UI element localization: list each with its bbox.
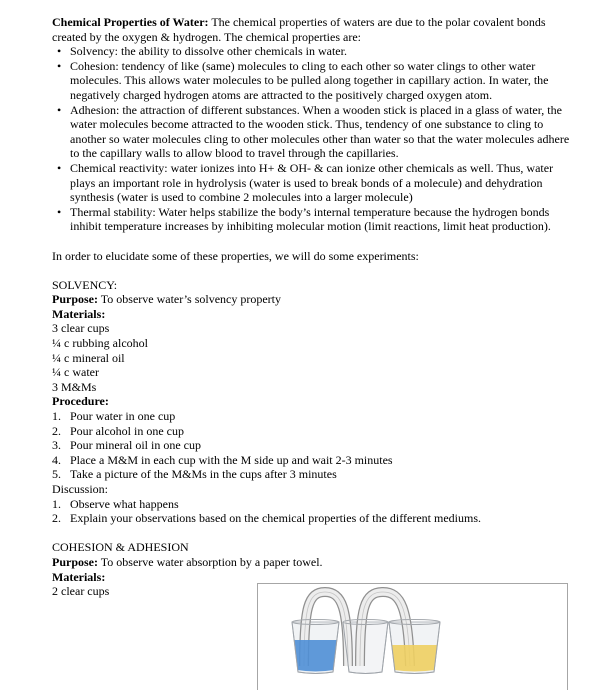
material-item: 2 clear cups	[52, 584, 110, 599]
intro-text: The chemical properties of waters are due to the polar covalent bonds created by the oxygen & hydrogen. The chemical properties are:	[52, 15, 546, 44]
material-item: 3 clear cups	[52, 321, 110, 336]
purpose-label: Purpose:	[52, 292, 98, 307]
purpose-label: Purpose:	[52, 554, 98, 569]
materials-label: Materials:	[52, 569, 106, 584]
discussion-item	[52, 511, 575, 526]
material-item: 3 M&Ms	[52, 379, 97, 394]
cohesion-adhesion-title: COHESION & ADHESION	[52, 540, 189, 555]
property-thermal-stability: • Thermal stability: Water helps stabilize the body’s internal temperature because the hydrogen bonds inhibit temperature increases by inhibiting molecular motion (limit reactions, limit heat production).	[52, 205, 575, 234]
discussion-list	[52, 497, 575, 526]
materials-label: Materials:	[52, 306, 106, 321]
discussion-label: Discussion:	[52, 482, 109, 496]
cohesion-purpose	[52, 555, 575, 570]
property-solvency: • Solvency: the ability to dissolve other chemicals in water.	[52, 44, 575, 59]
procedure-step	[52, 467, 575, 482]
procedure-step	[52, 453, 575, 468]
procedure-step	[52, 438, 575, 453]
step-number: 5.	[52, 467, 61, 482]
procedure-step	[52, 409, 575, 424]
experiment-photo	[258, 584, 567, 690]
procedure-list	[52, 409, 575, 482]
material-item: ¼ c rubbing alcohol	[52, 336, 148, 351]
item-text: Explain your observations based on the chemical properties of the different mediums.	[70, 511, 481, 526]
purpose-text: To observe water absorption by a paper towel.	[100, 554, 323, 569]
step-number: 3.	[52, 438, 61, 453]
step-text: Pour water in one cup	[70, 409, 176, 424]
property-adhesion: • Adhesion: the attraction of different substances. When a wooden stick is placed in a glass of water, the water molecules become attracted to the wooden stick. Thus, tendency of one substance to cling to another so water molecules cling to other molecules other than water so that the water molecules adhere to the capillary walls to allow blood to travel through the capillaries.	[52, 103, 575, 161]
procedure-step	[52, 424, 575, 439]
solvency-section	[52, 278, 575, 526]
step-number: 4.	[52, 452, 61, 467]
step-text: Take a picture of the M&Ms in the cups after 3 minutes	[70, 467, 337, 482]
step-number: 1.	[52, 409, 61, 424]
intro-paragraph	[52, 15, 575, 44]
item-number: 2.	[52, 511, 61, 526]
material-item: ¼ c water	[52, 365, 99, 380]
experiments-intro: In order to elucidate some of these properties, we will do some experiments:	[52, 248, 419, 263]
discussion-item	[52, 497, 575, 512]
blue-liquid	[295, 640, 337, 672]
properties-list	[52, 44, 575, 234]
item-number: 1.	[52, 496, 61, 511]
procedure-label: Procedure:	[52, 394, 109, 409]
step-text: Pour mineral oil in one cup	[70, 438, 201, 453]
intro-heading: Chemical Properties of Water:	[52, 15, 209, 29]
item-text: Observe what happens	[70, 496, 179, 511]
yellow-liquid	[392, 645, 437, 672]
step-number: 2.	[52, 423, 61, 438]
solvency-title: SOLVENCY:	[52, 277, 118, 292]
solvency-purpose	[52, 292, 575, 307]
purpose-text: To observe water’s solvency property	[100, 292, 282, 307]
solvency-materials-list	[52, 321, 575, 394]
document-body	[52, 15, 575, 599]
property-cohesion: • Cohesion: tendency of like (same) molecules to cling to each other so water clings to other water molecules. This allows water molecules to be pulled along together in capillary action. In water, the negatively charged hydrogen atoms are attracted to the positively charged oxygen atom.	[52, 59, 575, 103]
experiment-photo-frame	[257, 583, 568, 690]
material-item: ¼ c mineral oil	[52, 350, 125, 365]
step-text: Place a M&M in each cup with the M side up and wait 2-3 minutes	[70, 452, 393, 467]
step-text: Pour alcohol in one cup	[70, 423, 184, 438]
property-chemical-reactivity: • Chemical reactivity: water ionizes into H+ & OH- & can ionize other chemicals as well. Thus, water plays an important role in hydrolysis (water is used to break bonds of a molecule) and dehydration synthesis (water is used to combine 2 molecules into a larger molecule)	[52, 161, 575, 205]
